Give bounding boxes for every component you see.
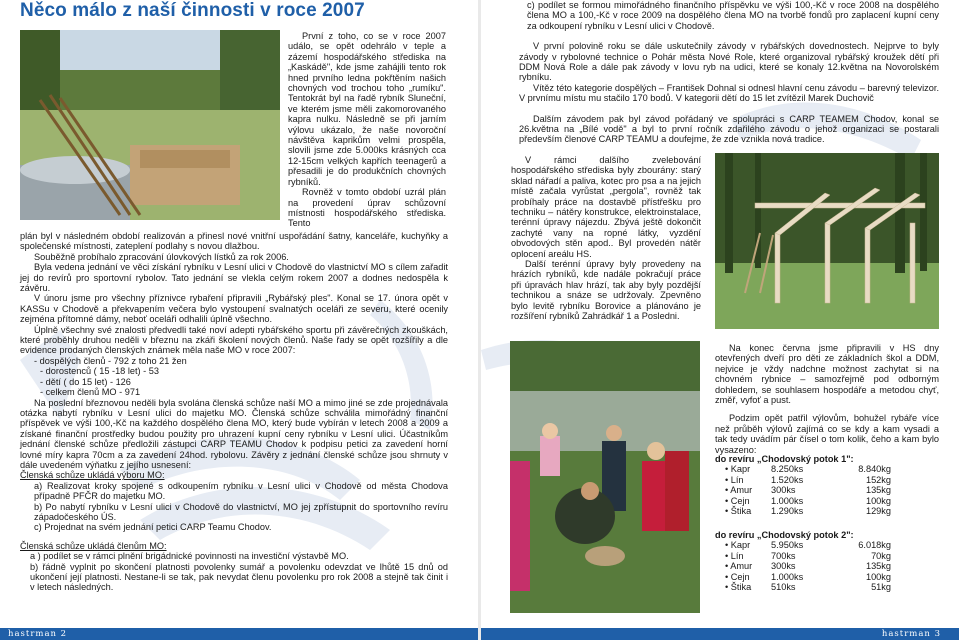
fish-weight: 6.018kg [858, 540, 891, 551]
text-paragraph: V rámci dalšího zvelebování hospodářského střediska byly zbourány: starý sklad nářadí a paliva, kotec pro psa a na jejich místě začala vyrůstat „pergola", rovněž tak probíhaly práce na dostavbě přístřešku pro techniku – nátěry konstrukce, elektroinstalace, terénní úpravy nájezdu. Zbývá ještě dokončit zachyté vany na ropné látky, vyzdění obvodových stěn apod.. Byl provedén nátěr oplocení areálu HS. [511, 155, 701, 259]
stocking-revir-1 [715, 454, 939, 516]
stocking-row [715, 475, 939, 485]
resolution-members-title: Členská schůze ukládá členům MO: [20, 540, 167, 551]
text-paragraph: Na poslední březnovou neděli byla svolána členská schůze naší MO a mimo jiné se zde projednávala otázka nabytí rybníku v Lesní ulici do majetku MO. Členská schůze schválila mimořádný finanční příspěvek ve výši 100,-Kč na každého dospělého člena MO, který bude vybírán v letech 2008 a 2009 a získané finanční prostředky budou použity pro uhrazení kupní ceny rybníku v Lesní ulici. Účastníkům jednání členské schůze předložili zástupci CARP TEAMU Chodov k podpisu petici za zavedení horní lovné míry kapra 70cm a za zavedení 24hod. rybolovu. Závěry z jednání členské schůze jsou shrnuty v dále uvedeném výňatku z jejího usnesení: [20, 397, 448, 470]
right-lower-text [715, 343, 939, 455]
fish-weight: 152kg [865, 474, 891, 485]
photo-pergola [715, 153, 939, 329]
fish-species: • Cejn [725, 495, 750, 506]
revir-2-title: do revíru „Chodovský potok 2": [715, 530, 854, 540]
right-page [481, 0, 959, 640]
fish-species: • Lín [725, 550, 744, 561]
stocking-revir-2 [715, 530, 939, 592]
fish-weight: 51kg [871, 582, 891, 593]
text-paragraph: Dalším závodem pak byl závod pořádaný ve spolupráci s CARP TEAMEM Chodov, konal se 26.května na „Bílé vodě" a byl to první ročník zdařilého závodu o jehož organizaci se postarali především členové CARP TEAMU a doufejme, že zde vznikla nová tradice. [519, 113, 939, 145]
text-paragraph: V únoru jsme pro všechny příznivce rybaření připravili „Rybářský ples". Konal se 17. února opět v KASSu v Chodově a překvapením večera bylo vystoupení svalnatých oceláři ze severu, které ocenily zejména přítomné dámy, neboť oceláři odhalili úplně všechno. [20, 293, 448, 325]
fish-count: 510ks [771, 582, 796, 593]
fish-species: • Cejn [725, 571, 750, 582]
resolution-item: c) Projednat na svém jednání petici CARP Teamu Chodov. [34, 522, 272, 533]
stocking-row [715, 496, 939, 506]
fish-weight: 100kg [865, 495, 891, 506]
stocking-row [715, 485, 939, 495]
fish-species: • Kapr [725, 540, 751, 551]
fish-count: 1.520ks [771, 474, 804, 485]
right-top-text [519, 0, 939, 145]
fish-weight: 135kg [865, 561, 891, 572]
intro-paragraph-2: Rovněž v tomto období uzrál plán na provedení úprav schůzovní místnosti hospodářského střediska. Tento [288, 187, 446, 229]
footer-left: hastrman 2 [0, 628, 478, 640]
stocking-row [715, 572, 939, 582]
fish-count: 700ks [771, 550, 796, 561]
fish-species: • Štika [725, 506, 752, 517]
resolution-board-title: Členská schůze ukládá výboru MO: [20, 470, 165, 481]
fish-count: 5.950ks [771, 540, 804, 551]
fish-weight: 100kg [865, 571, 891, 582]
resolution-item: c) podílet se formou mimořádného finančního příspěvku ve výši 100,-Kč v roce 2008 na dospělého člena MO a 100,-Kč v roce 2009 na dospělého člena MO na tvorbě fondů pro zaplacení kupní ceny za odkoupení rybníku v Lesní ulici v Chodově. [527, 0, 939, 31]
fish-weight: 8.840kg [858, 464, 891, 475]
fish-species: • Kapr [725, 464, 751, 475]
stocking-row [715, 561, 939, 571]
text-paragraph: Byla vedena jednání ve věci získání rybníku v Lesní ulici v Chodově do vlastnictví MO s cílem zařadit jej do revírů pro sportovní rybolov. Tato jednání se vlekla celým rokem 2007 a dodnes nedospěla k závěru. [20, 262, 448, 294]
photo-children-fishing [510, 341, 700, 613]
stocking-row [715, 464, 939, 474]
text-paragraph: Další terénní úpravy byly provedeny na hrázích rybníků, kde nadále pokračují práce při úpravách hlav hrází, tak aby byly pozdější technikou a snáze se udržovaly. Zpevněno bylo levitě rybníku Borovice a plánováno je rozšíření rybníků Zahrádkář 1 a Posledni. [511, 259, 701, 322]
member-item: - dospělých členů - 792 z toho 21 žen [34, 355, 187, 366]
stocking-row [715, 540, 939, 550]
fish-count: 300ks [771, 485, 796, 496]
right-column-text [511, 155, 701, 322]
fish-species: • Amur [725, 561, 753, 572]
member-item: - dětí ( do 15 let) - 126 [40, 376, 131, 387]
text-paragraph: Souběžně probíhalo zpracování úlovkových lístků za rok 2006. [34, 251, 289, 262]
intro-paragraph-1: První z toho, co se v roce 2007 událo, se opět odehrálo v teple a zázemí hospodářského střediska na „Kaskádě", kde jsme zahájili tento rok hned prvního ledna pokřtěním našich chovných vod trochou toho „rumíku". Tentokrát byl na řadě rybník Sluneční, ve kterém jsme měli zakomorovaného kapra nulku. Následně se při jarním výlovu ukázalo, že naše novoroční návštěva kaprikům velmi prospěla, slovili jsme zde 5.000ks krásných cca 12-15cm velkých kapřích teenagerů a přesadili je do produkčních chovných rybníků. [288, 31, 446, 187]
text-paragraph: V první polovině roku se dále uskutečnily závody v rybářských dovednostech. Nejprve to byly závody v rybolovné technice o Pohár města Nové Role, které organizoval rybářský kroužek dětí při DDM Nová Role a dále pak závody v lovu ryb na udici, které se konaly 12.května na Novorolském rybníku. [519, 41, 939, 83]
fish-weight: 129kg [865, 506, 891, 517]
photo-fishing-gear [20, 30, 280, 220]
resolution-item: b) Po nabytí rybníku v Lesní ulici v Chodově do vlastnictví, MO jej zpřístupnit do sportovního revíru západočeského ÚS. [34, 501, 448, 522]
fish-count: 8.250ks [771, 464, 804, 475]
resolution-item: a ) podílet se v rámci plnění brigádnické povinnosti na investiční výstavbě MO. [30, 551, 349, 562]
footer-right: hastrman 3 [481, 628, 959, 640]
member-item: - celkem členů MO - 971 [40, 387, 141, 398]
text-paragraph: Podzim opět patřil výlovům, bohužel rybáře více než průběh výlovů zajímá co se kdy a kam vysadi a tak tedy uvádím pár čísel o tom kolik, čeho a kam bylo vysazeno: [715, 413, 939, 455]
text-paragraph: Na konec června jsme připravili v HS dny otevřených dveří pro děti ze základních škol a DDM, nejvice je vždy nadchne možnost zachytat si na chovném rybnice – samozřejmě pod odborným dohledem, se souhlasem hospodáře a metodou chyť, změř, vyfoť a pust. [715, 343, 939, 406]
fish-count: 1.000ks [771, 495, 804, 506]
revir-1-title: do revíru „Chodovský potok 1": [715, 454, 854, 464]
text-paragraph: Úplně všechny své znalosti předvedli také noví adepti rybářského sportu při závěrečných zkouškách, které proběhly druhou neděli v březnu na zkáři školení nových členů. Naše řady se opět rozšířily a dle evidence prodaných členských známek měla naše MO v roce 2007: [20, 324, 448, 356]
intro-column [288, 31, 446, 229]
stocking-row [715, 582, 939, 592]
fish-species: • Lín [725, 474, 744, 485]
fish-species: • Štika [725, 582, 752, 593]
fish-count: 1.000ks [771, 571, 804, 582]
page-title: Něco málo z naší činnosti v roce 2007 [20, 0, 365, 21]
fish-species: • Amur [725, 485, 753, 496]
text-paragraph: plán byl v následném období realizován a přinesl nové vnitřní uspořádání šatny, kanceláře, kuchyňky a společenské místnosti, zateplení podlahy s novou dlažbou. [20, 231, 448, 252]
text-paragraph: Vítěz této kategorie dospělých – František Dohnal si odnesl hlavní cenu závodu – barevný televizor. V prvnímu místu mu stačilo 170 bodů. V kategorii dětí do 15 let zvítězil Marek Duchovič [519, 82, 939, 104]
member-item: - dorostenců ( 15 -18 let) - 53 [40, 366, 159, 377]
stocking-row [715, 551, 939, 561]
resolution-item: b) řádně vyplnit po skončení platnosti povolenky sumář a povolenku odevzdat ve lhůtě 15 dnů od ukončení její platnosti. Nestane-li se tak, pak nevydat členu povolenku pro rok 2008 a stejně tak činit i v letech následných. [30, 561, 448, 593]
stocking-row [715, 506, 939, 516]
fish-count: 1.290ks [771, 506, 804, 517]
left-main-text [20, 231, 448, 593]
fish-weight: 135kg [865, 485, 891, 496]
left-page [0, 0, 478, 640]
fish-count: 300ks [771, 561, 796, 572]
fish-weight: 70kg [871, 550, 891, 561]
resolution-item: a) Realizovat kroky spojené s odkoupením rybníku v Lesní ulici v Chodově od města Chodova případně PFČR do majetku MO. [34, 480, 448, 502]
